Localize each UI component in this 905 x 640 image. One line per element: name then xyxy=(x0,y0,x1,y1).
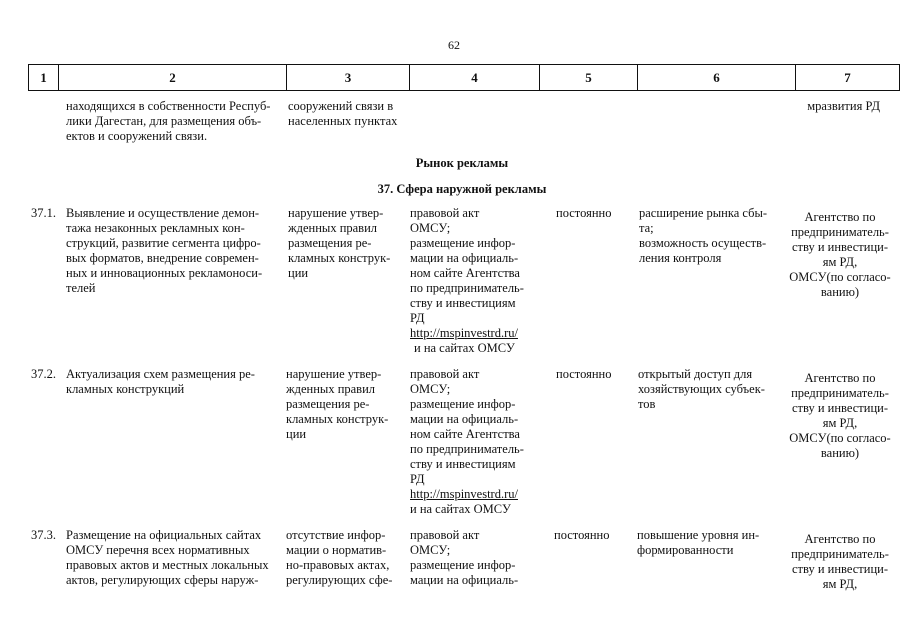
document-suffix: и на сайтах ОМСУ xyxy=(410,502,511,516)
row-number: 37.1. xyxy=(31,206,56,220)
continuation-responsible: мразвития РД xyxy=(807,99,880,113)
result-text: повышение уровня ин- формированности xyxy=(637,528,760,557)
column-number-6: 6 xyxy=(638,65,796,91)
measure-text: Актуализация схем размещения ре- кламных конструкций xyxy=(66,367,255,396)
row-number: 37.3. xyxy=(31,528,56,542)
term-text: постоянно xyxy=(556,206,612,220)
continuation-measure: находящихся в собственности Респуб- лики Дагестан, для размещения объ- ектов и сооружений связи. xyxy=(66,99,271,143)
result-text: расширение рынка сбы- та; возможность осуществ- ления контроля xyxy=(639,206,768,265)
responsible-text: Агентство по предприниматель- ству и инвестици- ям РД, xyxy=(791,532,889,591)
problem-text: нарушение утвер- жденных правил размещения ре- кламных конструк- ции xyxy=(286,367,389,441)
document-suffix: и на сайтах ОМСУ xyxy=(414,341,515,355)
result-text: открытый доступ для хозяйствующих субъек- тов xyxy=(638,367,765,411)
column-header-row xyxy=(28,64,900,91)
section-title: Рынок рекламы xyxy=(415,156,509,170)
page-number: 62 xyxy=(448,38,460,52)
row-number: 37.2. xyxy=(31,367,56,381)
column-number-3: 3 xyxy=(287,65,410,91)
problem-text: отсутствие инфор- мации о норматив- но-правовых актах, регулирующих сфе- xyxy=(286,528,393,587)
responsible-text: Агентство по предприниматель- ству и инвестици- ям РД, ОМСУ(по согласо- ванию) xyxy=(789,210,891,299)
document-text: правовой акт ОМСУ; размещение инфор- мации на официаль- ном сайте Агентства по предприниматель- ству и инвестициям РД xyxy=(410,206,524,325)
measure-text: Размещение на официальных сайтах ОМСУ перечня всех нормативных правовых актов и местных локальных актов, регулирующих сферы наруж- xyxy=(66,528,269,587)
responsible-text: Агентство по предприниматель- ству и инвестици- ям РД, ОМСУ(по согласо- ванию) xyxy=(789,371,891,460)
agency-website-link[interactable]: http://mspinvestrd.ru/ xyxy=(410,487,518,501)
column-number-2: 2 xyxy=(59,65,287,91)
document-text: правовой акт ОМСУ; размещение инфор- мации на официаль- xyxy=(410,528,519,587)
subsection-title: 37. Сфера наружной рекламы xyxy=(377,182,547,196)
term-text: постоянно xyxy=(554,528,610,542)
column-number-7: 7 xyxy=(796,65,900,91)
problem-text: нарушение утвер- жденных правил размещения ре- кламных конструк- ции xyxy=(288,206,391,280)
measure-text: Выявление и осуществление демон- тажа незаконных рекламных кон- струкций, развитие сегмента цифро- вых форматов, внедрение современ- ных и инновационных рекламоноси- телей xyxy=(66,206,263,295)
document-text: правовой акт ОМСУ; размещение инфор- мации на официаль- ном сайте Агентства по предприниматель- ству и инвестициям РД xyxy=(410,367,524,486)
column-number-5: 5 xyxy=(540,65,638,91)
agency-website-link[interactable]: http://mspinvestrd.ru/ xyxy=(410,326,518,340)
column-number-4: 4 xyxy=(410,65,540,91)
continuation-problem: сооружений связи в населенных пунктах xyxy=(288,99,398,128)
term-text: постоянно xyxy=(556,367,612,381)
column-number-1: 1 xyxy=(29,65,59,91)
